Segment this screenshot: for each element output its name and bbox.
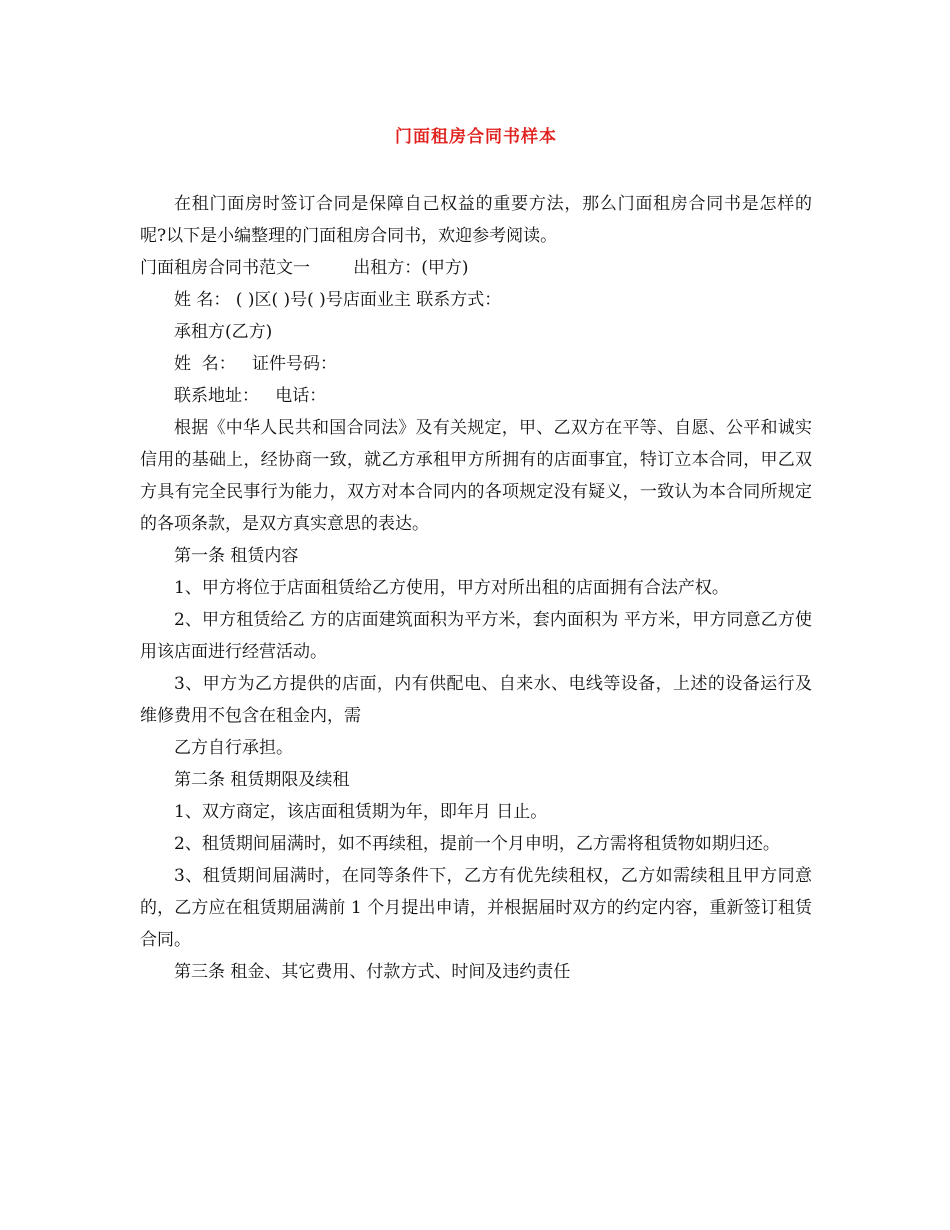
- paragraph: 3、甲方为乙方提供的店面，内有供配电、自来水、电线等设备，上述的设备运行及维修费用不包含在租金内，需: [140, 674, 812, 726]
- paragraph: 1、双方商定，该店面租赁期为年，即年月 日止。: [174, 802, 548, 822]
- paragraph: 2、甲方租赁给乙 方的店面建筑面积为平方米，套内面积为 平方米，甲方同意乙方使用该店面进行经营活动。: [140, 610, 812, 662]
- paragraph: 第二条 租赁期限及续租: [174, 770, 350, 790]
- paragraph: 姓 名： ( )区( )号( )号店面业主 联系方式：: [174, 290, 502, 310]
- paragraph: 在租门面房时签订合同是保障自己权益的重要方法，那么门面租房合同书是怎样的呢?以下是小编整理的门面租房合同书，欢迎参考阅读。: [140, 194, 812, 246]
- paragraph: 联系地址： 电话：: [174, 386, 327, 406]
- paragraph: 1、甲方将位于店面租赁给乙方使用，甲方对所出租的店面拥有合法产权。: [174, 578, 729, 598]
- paragraph: 第一条 租赁内容: [174, 546, 299, 566]
- paragraph: 第三条 租金、其它费用、付款方式、时间及违约责任: [174, 962, 571, 982]
- paragraph: 乙方自行承担。: [174, 738, 293, 758]
- document-title: 门面租房合同书样本: [395, 127, 557, 147]
- paragraph: 3、租赁期间届满时，在同等条件下，乙方有优先续租权，乙方如需续租且甲方同意的，乙方应在租赁期届满前 1 个月提出申请，并根据届时双方的约定内容，重新签订租赁合同。: [140, 866, 812, 950]
- paragraph: 姓 名： 证件号码：: [174, 354, 338, 374]
- paragraph: 承租方(乙方): [174, 322, 273, 342]
- document-page: [140, 120, 812, 988]
- title-spacer: [140, 154, 812, 188]
- paragraph: 2、租赁期间届满时，如不再续租，提前一个月申明，乙方需将租赁物如期归还。: [174, 834, 780, 854]
- paragraph: 门面租房合同书范文一 出租方：(甲方): [140, 258, 469, 278]
- paragraph: 根据《中华人民共和国合同法》及有关规定，甲、乙双方在平等、自愿、公平和诚实信用的基础上，经协商一致，就乙方承租甲方所拥有的店面事宜，特订立本合同，甲乙双方具有完全民事行为能力，双方对本合同内的各项规定没有疑义，一致认为本合同所规定的各项条款，是双方真实意思的表达。: [140, 418, 812, 534]
- document-body: [140, 188, 812, 988]
